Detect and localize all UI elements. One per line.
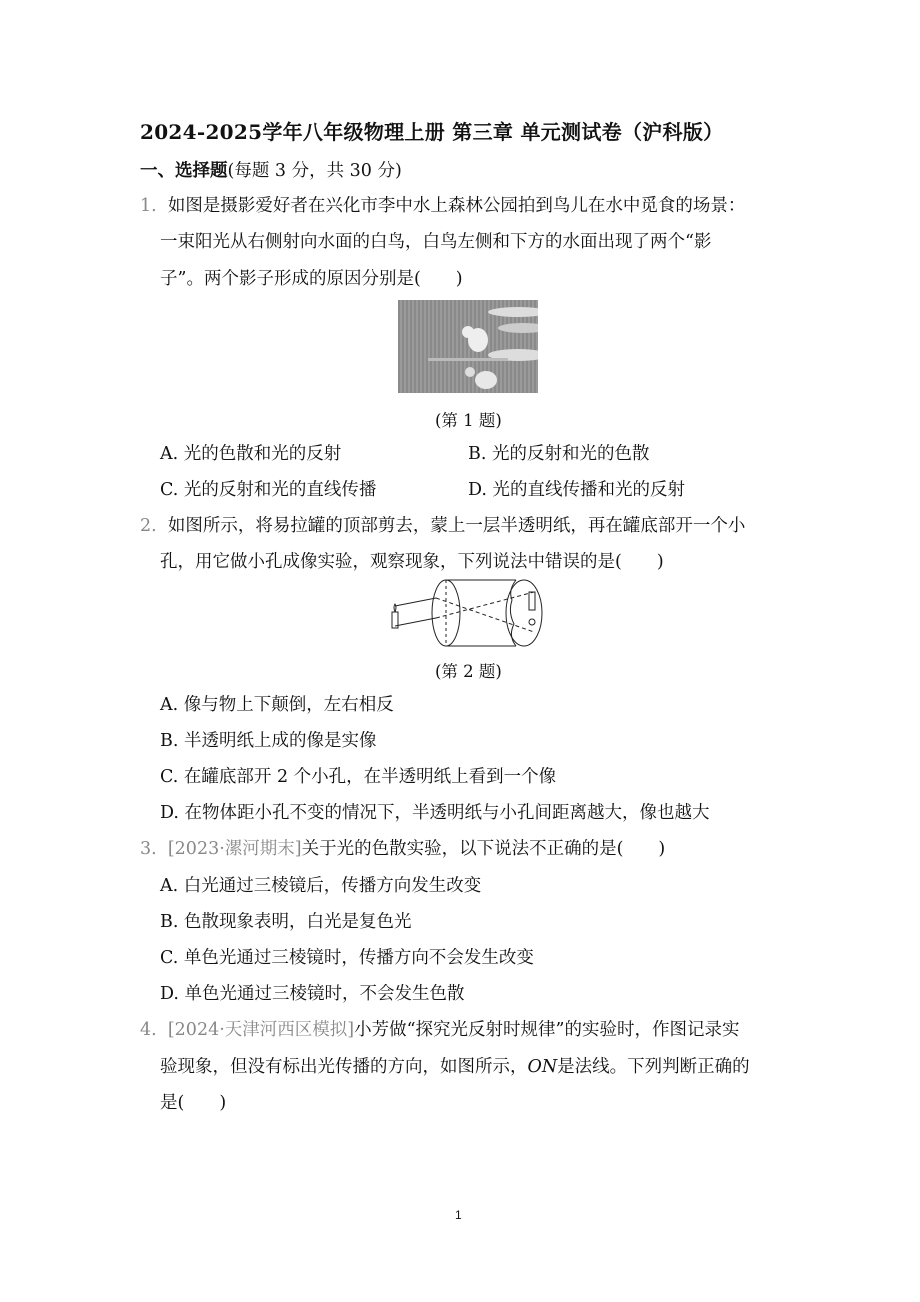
question-text: 一束阳光从右侧射向水面的白鸟，白鸟左侧和下方的水面出现了两个“影 — [160, 232, 712, 252]
text-part: 是法线。下列判断正确的 — [557, 1057, 750, 1077]
question-source: [2023·漯河期末] — [167, 839, 302, 859]
page-title: 2024-2025学年八年级物理上册 第三章 单元测试卷（沪科版） — [140, 120, 724, 144]
option-b: B. 色散现象表明，白光是复色光 — [160, 912, 412, 932]
figure-caption: (第 1 题) — [435, 411, 502, 430]
option-b: B. 半透明纸上成的像是实像 — [160, 731, 377, 751]
page-number: 1 — [455, 1208, 462, 1222]
egret-illustration — [398, 300, 538, 393]
option-d: D. 单色光通过三棱镜时，不会发生色散 — [160, 984, 465, 1004]
normal-label: ON — [527, 1057, 558, 1077]
question-text: 关于光的色散实验，以下说法不正确的是( ) — [301, 839, 666, 859]
question-text: 如图是摄影爱好者在兴化市李中水上森林公园拍到鸟儿在水中觅食的场景： — [167, 196, 746, 216]
section-heading — [140, 160, 402, 182]
egret-photo — [398, 300, 538, 393]
option-c: C. 单色光通过三棱镜时，传播方向不会发生改变 — [160, 948, 534, 968]
option-a: A. 白光通过三棱镜后，传播方向发生改变 — [160, 876, 482, 896]
option-c: C. 光的反射和光的直线传播 — [160, 480, 377, 500]
section-note: (每题 3 分，共 30 分) — [227, 161, 402, 181]
question-3 — [140, 838, 665, 860]
option-a: A. 像与物上下颠倒，左右相反 — [160, 695, 394, 715]
question-number: 3. — [140, 839, 157, 859]
question-text: 小芳做“探究光反射时规律”的实验时，作图记录实 — [354, 1020, 740, 1040]
question-text: 子”。两个影子形成的原因分别是( ) — [160, 269, 463, 289]
question-1 — [140, 195, 745, 217]
section-label: 一、选择题 — [140, 161, 228, 181]
question-number: 2. — [140, 516, 157, 536]
question-source: [2024·天津河西区模拟] — [167, 1020, 355, 1040]
question-text: 孔，用它做小孔成像实验，观察现象，下列说法中错误的是( ) — [160, 552, 664, 572]
figure-caption: (第 2 题) — [435, 662, 502, 681]
option-c: C. 在罐底部开 2 个小孔，在半透明纸上看到一个像 — [160, 767, 557, 787]
question-text — [160, 1056, 750, 1078]
question-number: 1. — [140, 196, 157, 216]
question-text: 是( ) — [160, 1093, 227, 1113]
question-number: 4. — [140, 1020, 157, 1040]
option-a: A. 光的色散和光的反射 — [160, 444, 342, 464]
question-text: 如图所示，将易拉罐的顶部剪去，蒙上一层半透明纸，再在罐底部开一个小 — [167, 516, 746, 536]
question-2 — [140, 515, 745, 537]
option-d: D. 在物体距小孔不变的情况下，半透明纸与小孔间距离越大，像也越大 — [160, 803, 710, 823]
pinhole-camera-diagram — [388, 578, 548, 650]
question-4 — [140, 1019, 740, 1041]
text-part: 验现象，但没有标出光传播的方向，如图所示， — [160, 1057, 528, 1077]
option-b: B. 光的反射和光的色散 — [468, 444, 650, 464]
option-d: D. 光的直线传播和光的反射 — [468, 480, 686, 500]
